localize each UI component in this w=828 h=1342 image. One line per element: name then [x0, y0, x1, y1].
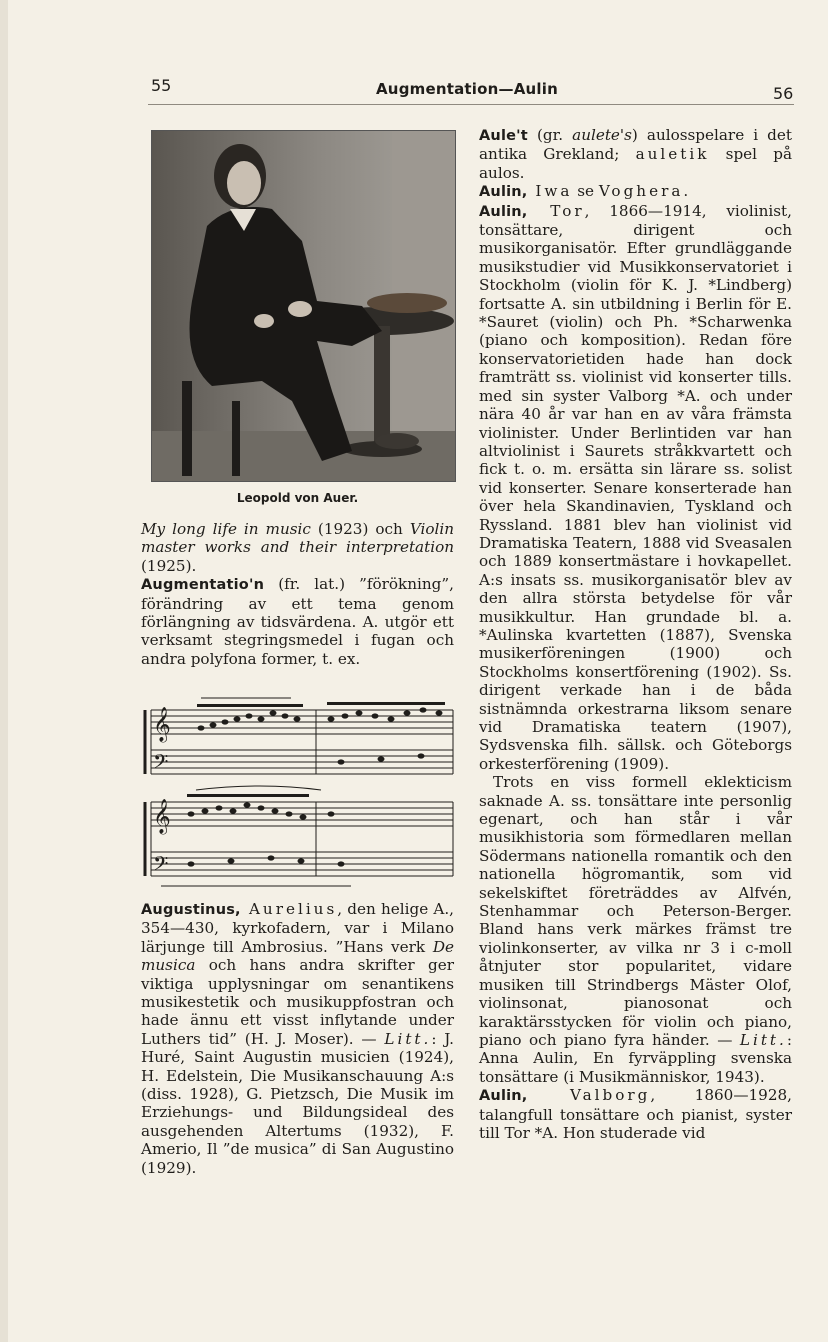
page-number-left: 55 [151, 76, 172, 95]
photo-caption: Leopold von Auer. [236, 491, 359, 505]
auer-work-2: Violin master works and their interpretation [141, 520, 455, 557]
aulin-tor-paragraph-2 [479, 773, 792, 1086]
aulet-text-3: spel på aulos. [479, 145, 793, 182]
right-column [479, 126, 792, 1142]
aulet-spaced: auletik [635, 145, 710, 164]
running-header: Augmentation—Aulin [376, 80, 558, 98]
aulet-text-2: ) aulosspelare i det antika Grekland; [479, 126, 792, 164]
svg-text:𝄞: 𝄞 [153, 707, 171, 742]
portrait-photo [151, 130, 456, 482]
svg-text:𝄞: 𝄞 [153, 799, 171, 834]
aulin-tor-headword: Aulin, [479, 203, 528, 220]
augustinus-text-1: , den helige A., 354—430, kyrkofadern, var i Milano lärjunge till Ambrosius. ”Hans verk [141, 900, 454, 956]
aulin-valborg-entry [479, 1086, 792, 1142]
aulin-valborg-text-1: , 1860—1928, talangfull tonsättare och pianist, syster till Tor *A. Hon studerade vid [479, 1086, 792, 1142]
aulin-iwa-name: Iwa [527, 182, 573, 201]
aulin-iwa-ref: Voghera [598, 182, 684, 201]
auer-text-1: (1923) och [310, 520, 410, 538]
aulin-tor-entry [479, 202, 792, 774]
augustinus-litt: Litt. [384, 1029, 432, 1048]
aulin-iwa-text-1: se [572, 182, 599, 201]
augustinus-entry [141, 900, 454, 1177]
augustinus-text-3: : J. Huré, Saint Augustin musicien (1924), H. Edelstein, Die Musikanschauung A:s (diss. 1928), G. Pietzsch, Die Musik im Erziehungs- und Bildungsideal des ausgehenden Altertums (1932), F. Amerio, Il ”de musica” di San Augustino (1929). [141, 1029, 454, 1177]
aulin-iwa-entry [479, 182, 792, 201]
music-example [141, 690, 457, 900]
auer-text-2: (1925). [141, 556, 197, 575]
aulin-tor-name: Tor [527, 201, 585, 220]
auer-work-1: My long life in music [141, 520, 311, 538]
music-notation-svg [141, 690, 457, 900]
augustinus-name: Aurelius [240, 900, 338, 918]
svg-text:𝄢: 𝄢 [153, 852, 169, 880]
header-rule [148, 104, 794, 105]
aulin-iwa-text-2: . [683, 182, 689, 201]
augmentation-headword: Augmentatio'n [141, 577, 265, 594]
augustinus-text-2: och hans andra skrifter ger viktiga upplysningar om senantikens musikestetik och musikuppfostran och hade ännu ett visst inflytande under Luthers tid” (H. J. Moser). — [141, 956, 454, 1048]
svg-text:𝄢: 𝄢 [153, 750, 169, 778]
aulet-entry [479, 126, 792, 182]
left-column-upper [141, 520, 454, 668]
augustinus-headword: Augustinus, [141, 902, 241, 918]
aulin-tor-text-3: : Anna Aulin, En fyrväppling svenska tonsättare (i Musikmänniskor, 1943). [479, 1030, 792, 1086]
aulin-valborg-name: Valborg [527, 1086, 651, 1105]
portrait-illustration [152, 131, 455, 481]
augmentation-entry [141, 575, 454, 668]
augmentation-text: (fr. lat.) ”förökning”, förändring av ett tema genom förlängning av tidsvärdena. A. utgör ett verksamt stegringsmedel i fugan och andra polyfona former, t. ex. [141, 575, 454, 668]
page-number-right: 56 [773, 84, 794, 103]
aulin-tor-text-1: , 1866—1914, violinist, tonsättare, dirigent och musikorganisatör. Efter grundläggande musikstudier vid Musikkonservatoriet i Stockholm (violin för K. J. *Lindberg) fortsatte A. sin utbildning i Berlin för E. *Sauret (violin) och Ph. *Scharwenka (piano och komposition). Redan före konservatorietiden hade han dock framträtt ss. violinist vid konserter tills. med sin syster Valborg *A. och under nära 40 år var han en av våra främsta violinister. Under Berlintiden var han altviolinist i Saurets stråkkvartett och fick t. o. m. ersätta sin lärare ss. solist vid konserter. Senare konserterade han över hela Skandinavien, Tyskland och Ryssland. 1881 blev han violinist vid Dramatiska Teatern, 1888 vid Sveasalen och 1889 konsertmästare i hovkapellet. A:s insats ss. musikorganisatör blev av den allra största betydelse för vår musikkultur. Han grundade bl. a. *Aulinska kvartetten (1887), Svenska musikerföreningen (1900) och Stockholms konsertförening (1902). Ss. dirigent verkade han i de båda sistnämnda orkestrarna liksom senare vid Dramatiska teatern (1907), Sydsvenska filh. sällsk. och Göteborgs orkesterförening (1909). [479, 201, 792, 773]
aulet-greek: aulete's [572, 126, 632, 144]
left-column-lower [141, 900, 454, 1177]
aulin-iwa-headword: Aulin, [479, 184, 528, 201]
auer-entry-tail [141, 520, 454, 575]
aulet-headword: Aule't [479, 128, 528, 144]
augustinus-work: De musica [141, 937, 454, 975]
aulet-text-1: (gr. [527, 126, 573, 144]
aulin-tor-text-2: Trots en viss formell eklekticism saknade A. ss. tonsättare inte personlig egenart, och han står i vår musikhistoria som förmedlaren mellan Södermans nationella romantik och den nationella högromantik, som vid sekelskiftet företräddes av Alfvén, Stenhammar och Peterson-Berger. Bland hans verk märkes främst tre violinkonserter, av vilka nr 3 i c-moll åtnjuter stor popularitet, vidare musiken till Strindbergs Mäster Olof, violinsonat, pianosonat och karaktärsstycken för violin och piano, piano och piano fyra händer. — [479, 773, 792, 1049]
aulin-tor-litt: Litt. [739, 1030, 787, 1049]
aulin-valborg-headword: Aulin, [479, 1088, 528, 1105]
